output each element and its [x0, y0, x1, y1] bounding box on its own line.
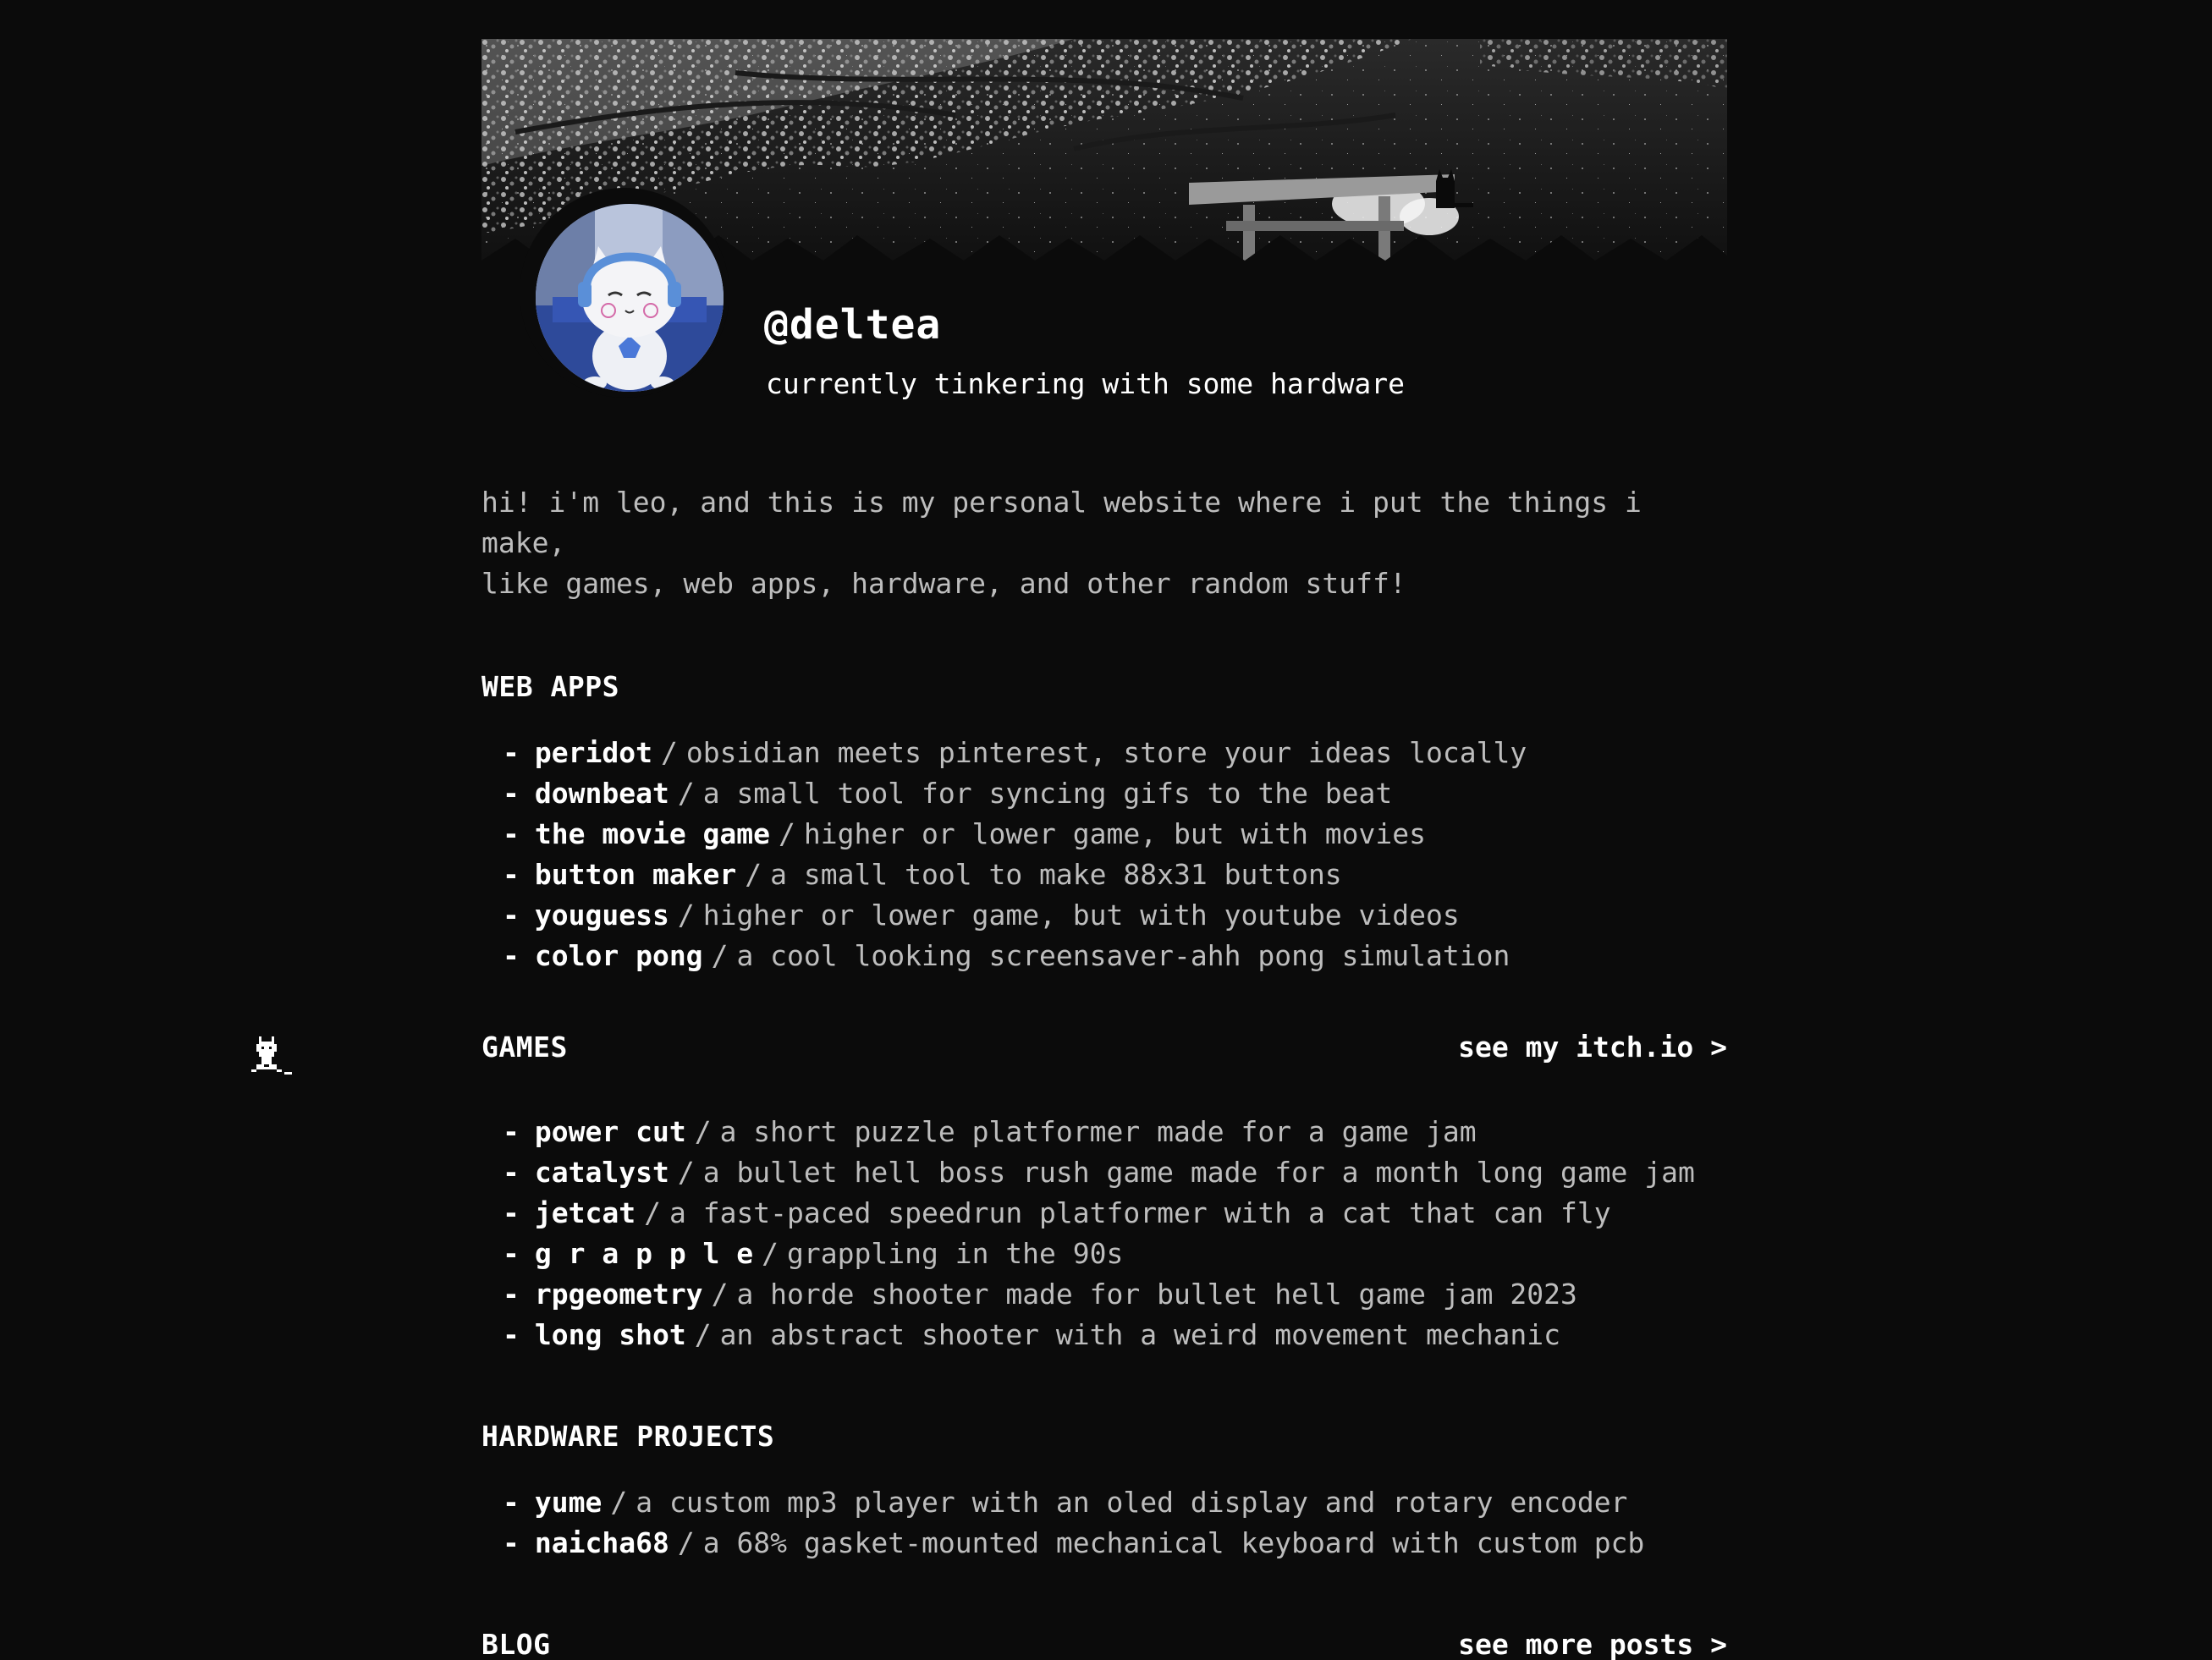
list-dash: - — [503, 817, 520, 850]
project-description: a horde shooter made for bullet hell game jam 2023 — [736, 1278, 1577, 1311]
profile-handle: @deltea — [764, 301, 942, 349]
section-header — [481, 1628, 1727, 1660]
list-separator: / — [711, 1278, 729, 1311]
section-header — [481, 670, 1727, 707]
project-description: a short puzzle platformer made for a game jam — [719, 1115, 1477, 1148]
list-dash: - — [503, 1486, 520, 1519]
section-blog — [481, 1628, 1727, 1660]
list-item — [481, 1315, 1727, 1355]
list-item — [481, 1152, 1727, 1193]
project-description: a small tool for syncing gifs to the beat — [702, 777, 1393, 810]
list-dash: - — [503, 1196, 520, 1229]
section-title: GAMES — [481, 1031, 568, 1064]
list-item — [481, 814, 1727, 855]
cat-avatar — [536, 204, 724, 392]
project-link[interactable]: rpgeometry — [534, 1278, 703, 1311]
itch-io-link[interactable]: see my itch.io > — [1458, 1031, 1727, 1064]
section-title: WEB APPS — [481, 670, 619, 703]
project-description: higher or lower game, but with movies — [803, 817, 1427, 850]
project-link[interactable]: yume — [534, 1486, 603, 1519]
list-separator: / — [779, 817, 795, 850]
list-dash: - — [503, 777, 520, 810]
section-title: BLOG — [481, 1628, 551, 1660]
list-dash: - — [503, 1115, 520, 1148]
intro-line: like games, web apps, hardware, and other random stuff! — [481, 567, 1406, 600]
list-separator: / — [694, 1318, 712, 1351]
project-description: an abstract shooter with a weird movement mechanic — [719, 1318, 1560, 1351]
section-header — [481, 1031, 1727, 1068]
project-link[interactable]: jetcat — [534, 1196, 636, 1229]
list-separator: / — [677, 777, 695, 810]
project-description: a cool looking screensaver-ahh pong simulation — [736, 939, 1510, 972]
page-container — [481, 39, 1727, 1660]
project-description: obsidian meets pinterest, store your ideas locally — [685, 736, 1527, 769]
list-item — [481, 936, 1727, 976]
games-list — [481, 1112, 1727, 1355]
list-dash: - — [503, 1237, 520, 1270]
project-link[interactable]: catalyst — [534, 1156, 669, 1189]
list-separator: / — [694, 1115, 712, 1148]
section-title: HARDWARE PROJECTS — [481, 1420, 775, 1453]
list-separator: / — [610, 1486, 628, 1519]
project-link[interactable]: downbeat — [534, 777, 669, 810]
list-item — [481, 855, 1727, 895]
list-separator: / — [762, 1237, 779, 1270]
list-separator: / — [745, 858, 762, 891]
list-item — [481, 1523, 1727, 1564]
project-description: a custom mp3 player with an oled display and rotary encoder — [636, 1486, 1628, 1519]
list-separator: / — [644, 1196, 661, 1229]
list-separator: / — [677, 1526, 695, 1559]
hardware-list — [481, 1482, 1727, 1564]
project-link[interactable]: long shot — [534, 1318, 686, 1351]
project-link[interactable]: g r a p p l e — [534, 1237, 754, 1270]
project-link[interactable]: the movie game — [534, 817, 771, 850]
profile-status: currently tinkering with some hardware — [766, 367, 1405, 400]
list-separator: / — [677, 1156, 695, 1189]
project-link[interactable]: naicha68 — [534, 1526, 669, 1559]
list-dash: - — [503, 858, 520, 891]
project-description: a small tool to make 88x31 buttons — [770, 858, 1342, 891]
web-apps-list — [481, 733, 1727, 976]
list-separator: / — [660, 736, 678, 769]
list-item — [481, 1193, 1727, 1234]
see-more-posts-link[interactable]: see more posts > — [1458, 1628, 1727, 1660]
list-item — [481, 1482, 1727, 1523]
project-link[interactable]: youguess — [534, 899, 669, 932]
list-dash: - — [503, 1526, 520, 1559]
profile-header — [481, 283, 1727, 469]
project-description: grappling in the 90s — [787, 1237, 1124, 1270]
section-web-apps — [481, 670, 1727, 976]
project-description: higher or lower game, but with youtube videos — [702, 899, 1460, 932]
project-link[interactable]: power cut — [534, 1115, 686, 1148]
list-item — [481, 1112, 1727, 1152]
section-games — [481, 1031, 1727, 1355]
project-link[interactable]: peridot — [534, 736, 652, 769]
intro-line: hi! i'm leo, and this is my personal website where i put the things i make, — [481, 486, 1642, 559]
list-dash: - — [503, 939, 520, 972]
list-dash: - — [503, 1278, 520, 1311]
list-separator: / — [677, 899, 695, 932]
list-dash: - — [503, 1156, 520, 1189]
section-header — [481, 1420, 1727, 1457]
project-link[interactable]: button maker — [534, 858, 737, 891]
list-separator: / — [711, 939, 729, 972]
intro-text — [481, 482, 1727, 604]
project-description: a bullet hell boss rush game made for a month long game jam — [702, 1156, 1695, 1189]
list-item — [481, 773, 1727, 814]
project-link[interactable]: color pong — [534, 939, 703, 972]
section-hardware-projects — [481, 1420, 1727, 1564]
list-item — [481, 733, 1727, 773]
list-dash: - — [503, 736, 520, 769]
project-description: a 68% gasket-mounted mechanical keyboard with custom pcb — [702, 1526, 1645, 1559]
list-item — [481, 895, 1727, 936]
list-dash: - — [503, 1318, 520, 1351]
list-item — [481, 1234, 1727, 1274]
project-description: a fast-paced speedrun platformer with a cat that can fly — [669, 1196, 1611, 1229]
list-item — [481, 1274, 1727, 1315]
pixel-cat-icon — [249, 1034, 294, 1080]
list-dash: - — [503, 899, 520, 932]
